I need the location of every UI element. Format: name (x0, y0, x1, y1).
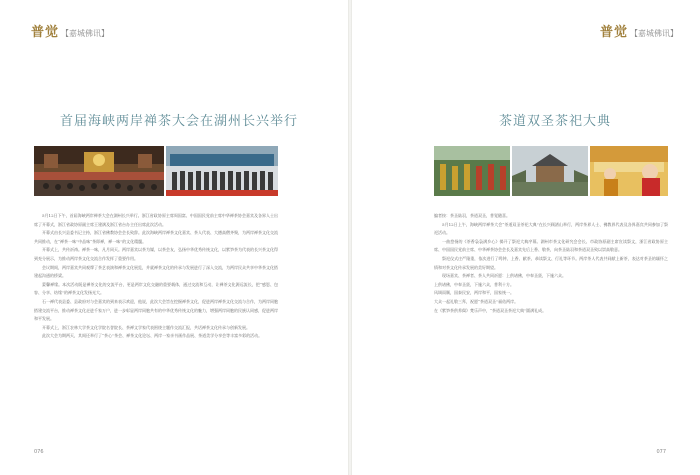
ceremony-procession-photo (434, 146, 510, 196)
paragraph: 5月12日上午，海峡两岸禅茶大会“茶道双圣茶祀大典”在长兴顾渚山举行，两岸茶界人士、佛教界代表及各界嘉宾共同参加了祭祀活动。 (434, 221, 668, 236)
paragraph: 上供诸佛，中奉圣贤，下施六众，普利十方。 (434, 281, 514, 287)
left-photo-strip (34, 146, 278, 196)
right-article-body (434, 212, 668, 315)
paragraph: 在《紫笋茶供养偈》梵乐声中，“茶道双圣茶祀大典”圆满礼成。 (434, 307, 547, 313)
paragraph: 风调雨顺，国泰民安，两岸和平，国家统一。 (434, 290, 514, 296)
left-article-body (34, 212, 278, 341)
paragraph: 石一禅代表县委、县政府对与会嘉宾的到来表示欢迎，他说，此次大会旨在挖掘禅茶文化，促进两岸禅茶文化交流与合作，为两岸同胞搭建交流平台，推动禅茶文化走进千家万户，进一步彰显两岸同胞共有的中华优秀传统文化的魅力，增强两岸同胞的民族认同感，促进两岸和平发展。 (34, 298, 278, 322)
paragraph: 会议期间，两岸嘉宾共同观摩了茶艺表演和禅茶文化展览，并就禅茶文化的传承与发展进行了深入交流，为两岸民众共享中华茶文化搭建起沟通的桥梁。 (34, 264, 278, 279)
left-page (0, 0, 348, 475)
publication-logo (31, 21, 109, 40)
paragraph: 此次大会为期两天，其间还举行了“茶心”茶会、禅茶文化论坛、两岸一家亲书画作品展、茶道美学分享会等丰富多彩的活动。 (42, 333, 263, 339)
paragraph: 开幕式上，共传祈祷。禅茶一味，凡月同天。两岸嘉宾以茶为媒，以茶会友，弘扬中华优秀传统文化，以紫笋茶为代表的长兴茶文化得到充分展示，为推动两岸茶文化交流合作发挥了重要作用。 (34, 247, 278, 261)
paragraph: 开幕式上，浙江农林大学茶文化学院名誉院长、茶禅文学家代表围绕主题作交流汇报，共话禅茶文化传承与创新发展。 (42, 324, 250, 330)
paragraph: 大众一起礼敬三拜，祝愿“茶道双圣”福佑两岸。 (434, 298, 519, 304)
group-photo (166, 146, 278, 196)
column-label: 【嘉城佛讯】 (630, 29, 678, 38)
paragraph: 蒙馨禅缘。本次活动既是禅茶文化的交流平台，更是两岸文化交融的重要载体，通过交流和互动，让禅茶文化源远流长，把“感恩、包容、分享、结缘”的禅茶文化发扬光大。 (34, 281, 278, 296)
page-number: 076 (34, 449, 44, 455)
page-number: 077 (656, 449, 666, 455)
right-article-title: 茶道双圣茶祀大典 (499, 114, 612, 129)
column-label: 【嘉城佛讯】 (61, 29, 110, 38)
paragraph: 现场嘉宾、茶禅者、茶人共同祈愿：上供诸佛，中奉圣贤，下施六众。 (442, 273, 566, 279)
tea-offering-photo (590, 146, 668, 196)
paragraph: 祭祀仪式庄严隆重，依次进行了鸣钟、上香、献茶、恭读祭文、行礼等环节。两岸茶人代表共同献上新茶，表达对茶圣的缅怀之情和对茶文化传承发展的美好期望。 (434, 255, 668, 270)
paragraph: 编者按：茶圣陆羽，茶道双圣，普觉随喜。 (434, 213, 510, 218)
right-photo-strip (434, 146, 668, 196)
right-page (352, 0, 700, 475)
logo-text: 普觉 (599, 25, 628, 40)
left-article-title: 首届海峡两岸禅茶大会在湖州长兴举行 (60, 114, 299, 129)
temple-photo (512, 146, 588, 196)
logo-text: 普觉 (31, 25, 60, 40)
paragraph: 开幕式由长兴县委书记主持，浙江省佛教协会会长致辞。此次海峡两岸禅茶文化嘉宾、茶人代表、大德高僧齐聚，为两岸禅茶文化交流共同推动，在“禅茶一味”中品味“茶即禅，禅一味”的文化精髓。 (34, 230, 278, 244)
publication-logo (600, 21, 678, 40)
paragraph: 一曲悠扬的《茶香袅袅满乡心》揭开了祭祀大典序幕。湖州市茶文化研究会会长、市政协原副主席宣读祭文，浙江省政协原主席、中国国民党前主席、中华禅茶协会会长及嘉宾先后上香、敬茶，向茶圣陆羽和茶道双圣致以崇高敬意。 (434, 238, 668, 253)
conference-hall-photo (34, 146, 164, 196)
paragraph: 5月12日下午，首届海峡两岸禅茶大会在湖州长兴举行。浙江省政协原主席周国富、中国国民党前主席中华禅茶协会嘉宾及各界人士出席了开幕式，浙江省政协原副主席王建满及浙江省台办主任出席此次活动。 (34, 213, 278, 227)
